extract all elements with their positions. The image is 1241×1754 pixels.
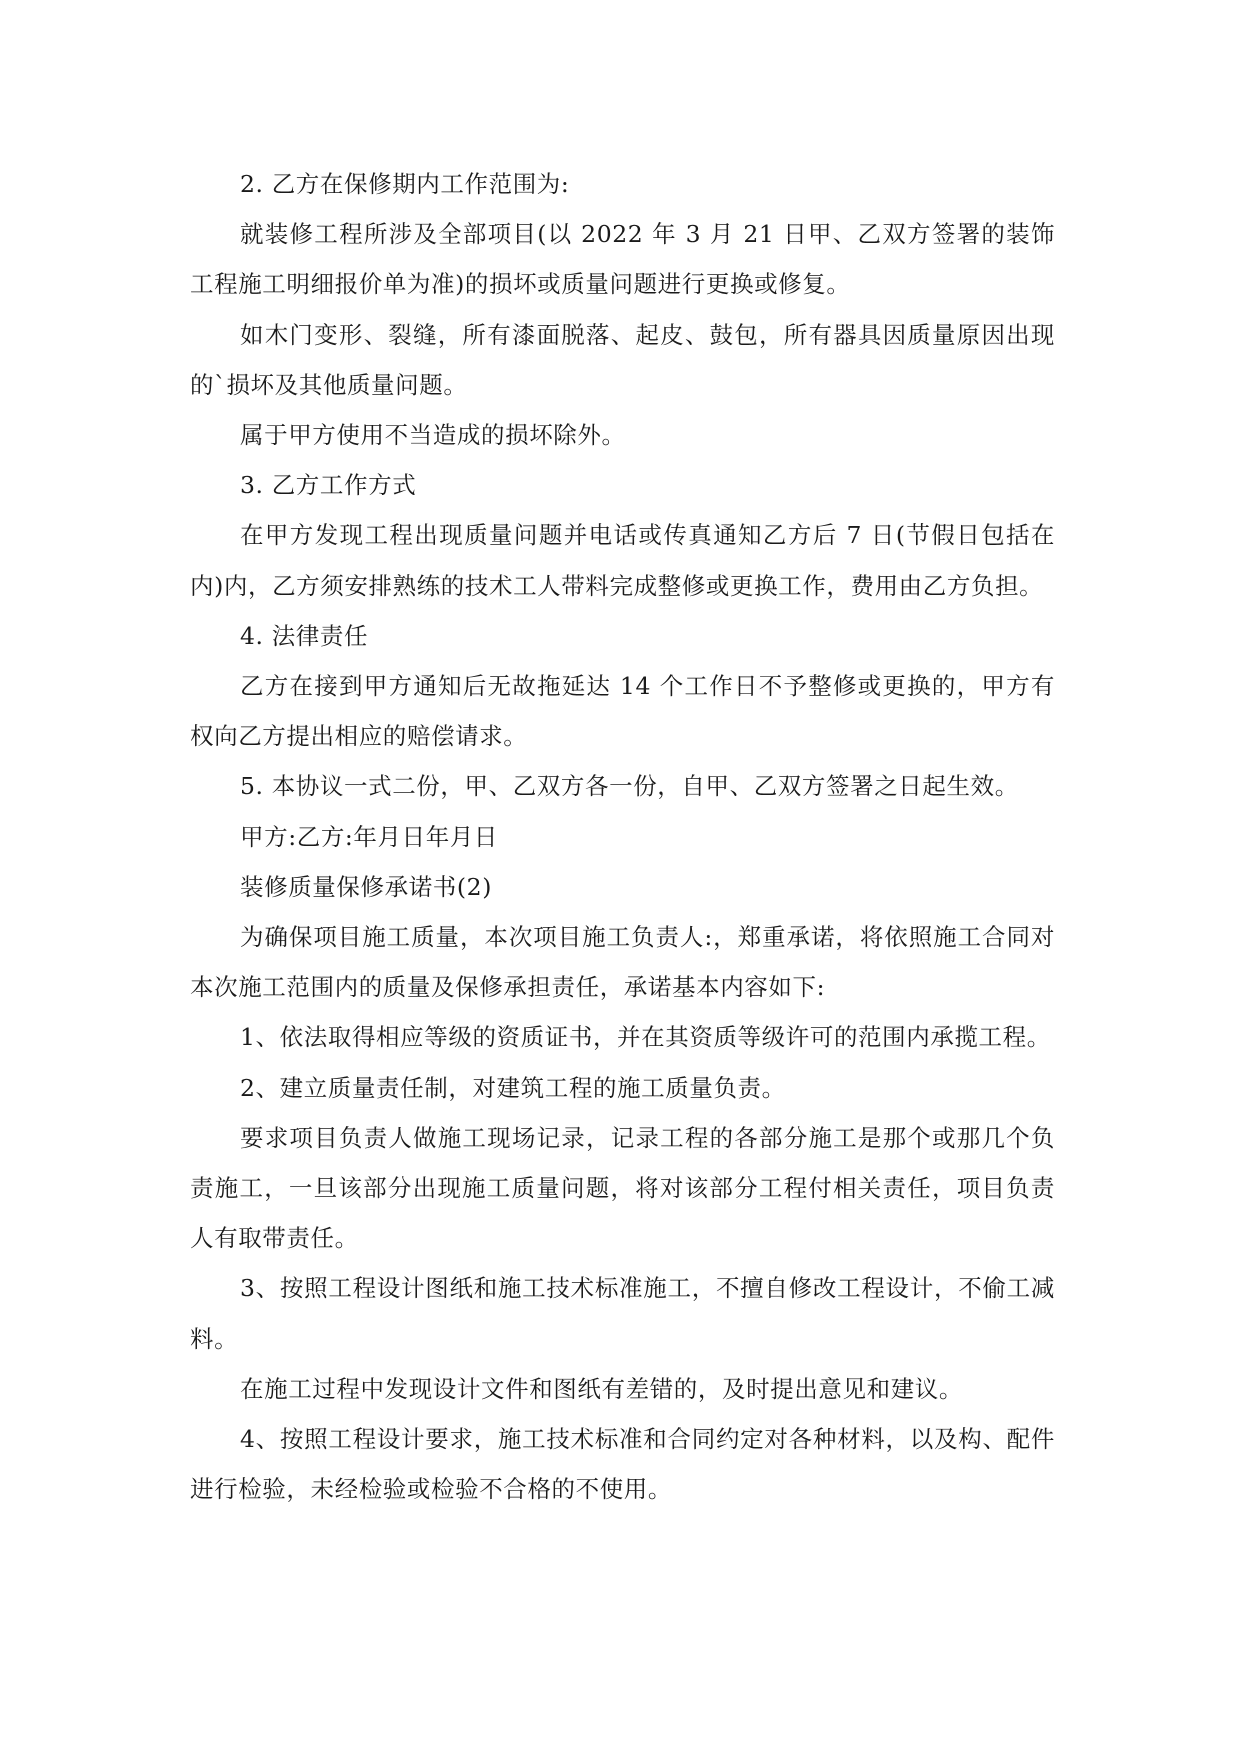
paragraph: 乙方在接到甲方通知后无故拖延达 14 个工作日不予整修或更换的，甲方有权向乙方提出相应的赔偿请求。 — [190, 672, 1055, 751]
paragraph: 2、建立质量责任制，对建筑工程的施工质量负责。 — [240, 1073, 786, 1102]
paragraph: 如木门变形、裂缝，所有漆面脱落、起皮、鼓包，所有器具因质量原因出现的`损坏及其他质量问题。 — [190, 320, 1055, 399]
paragraph: 属于甲方使用不当造成的损坏除外。 — [240, 421, 626, 450]
paragraph: 在甲方发现工程出现质量问题并电话或传真通知乙方后 7 日(节假日包括在内)内，乙方须安排熟练的技术工人带料完成整修或更换工作，费用由乙方负担。 — [190, 521, 1055, 600]
paragraph: 在施工过程中发现设计文件和图纸有差错的，及时提出意见和建议。 — [240, 1374, 963, 1403]
paragraph: 就装修工程所涉及全部项目(以 2022 年 3 月 21 日甲、乙双方签署的装饰工程施工明细报价单为准)的损坏或质量问题进行更换或修复。 — [190, 220, 1055, 299]
paragraph: 要求项目负责人做施工现场记录，记录工程的各部分施工是那个或那几个负责施工，一旦该部分出现施工质量问题，将对该部分工程付相关责任，项目负责人有取带责任。 — [190, 1123, 1055, 1253]
paragraph: 5. 本协议一式二份，甲、乙双方各一份，自甲、乙双方签署之日起生效。 — [240, 772, 1019, 801]
paragraph: 4. 法律责任 — [240, 621, 369, 650]
section-title: 装修质量保修承诺书(2) — [240, 872, 492, 901]
paragraph: 3、按照工程设计图纸和施工技术标准施工，不擅自修改工程设计，不偷工减料。 — [190, 1274, 1055, 1353]
paragraph: 4、按照工程设计要求，施工技术标准和合同约定对各种材料，以及构、配件进行检验，未经检验或检验不合格的不使用。 — [190, 1425, 1055, 1504]
paragraph: 3. 乙方工作方式 — [240, 471, 417, 500]
paragraph: 甲方:乙方:年月日年月日 — [240, 822, 499, 851]
paragraph: 为确保项目施工质量，本次项目施工负责人:，郑重承诺，将依照施工合同对本次施工范围内的质量及保修承担责任，承诺基本内容如下: — [190, 923, 1055, 1002]
paragraph: 2. 乙方在保修期内工作范围为: — [240, 170, 570, 198]
paragraph: 1、依法取得相应等级的资质证书，并在其资质等级许可的范围内承揽工程。 — [240, 1023, 1051, 1052]
